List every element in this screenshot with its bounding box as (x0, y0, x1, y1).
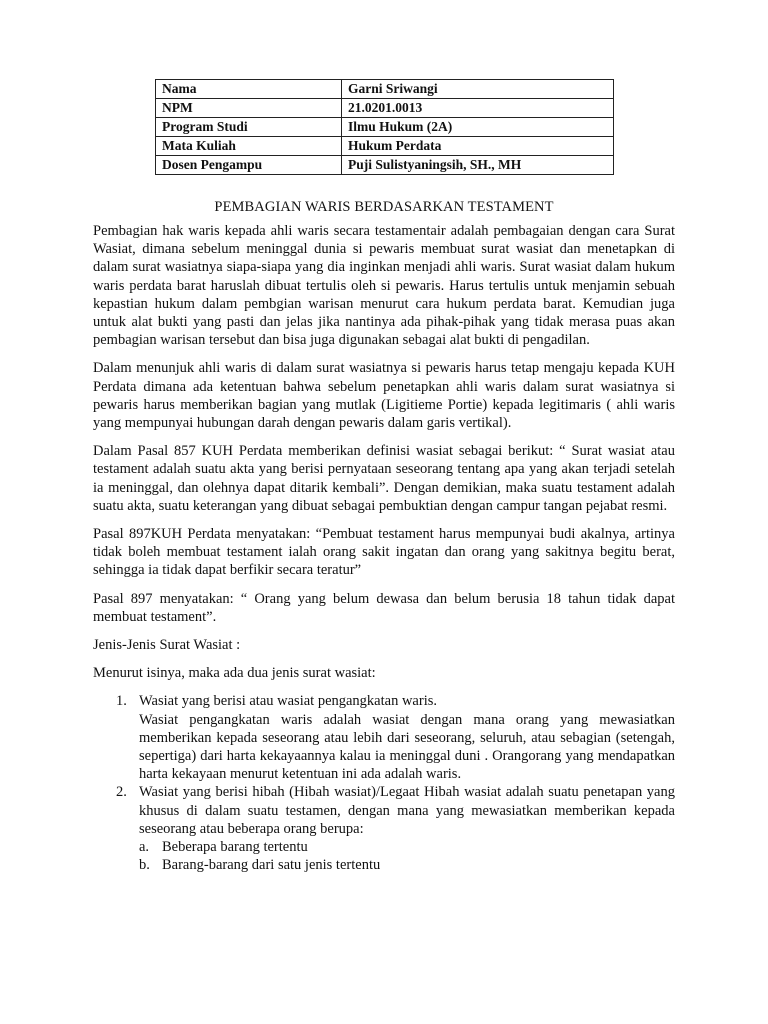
sub-list-text: Beberapa barang tertentu (162, 839, 308, 856)
info-value: Puji Sulistyaningsih, SH., MH (342, 156, 614, 175)
sub-list-item (139, 856, 675, 874)
student-info-table (155, 79, 614, 175)
list-item-heading: Wasiat yang berisi hibah (Hibah wasiat)/Legaat Hibah wasiat adalah suatu penetapan yang khusus di dalam suatu testamen, dengan mana yang mewasiatkan memberikan kepada seseorang atau beberapa orang berupa: (139, 784, 675, 837)
list-item-heading: Wasiat yang berisi atau wasiat pengangkatan waris. (139, 693, 437, 710)
table-row (156, 80, 614, 99)
will-types-list (93, 692, 675, 874)
table-row (156, 118, 614, 137)
paragraph: Pembagian hak waris kepada ahli waris secara testamentair adalah pembagaian dengan cara Surat Wasiat, dimana sebelum meninggal dunia si pewaris membuat surat wasiat dan menetapkan di dalam surat wasiatnya siapa-siapa yang dia inginkan menjadi ahli waris. Surat wasiat dalam hukum waris perdata barat haruslah dibuat tertulis oleh si pewaris. Harus tertulis untuk menjamin sebuah kepastian hukum dalam pembgian warisan menurut cara hukum perdata barat. Kemudian juga untuk alat bukti yang pasti dan jelas jika nantinya ada pihak-pihak yang tidak merasa puas akan pembagian warisan tersebut dan bisa juga digunakan sebagai alat bukti di pengadilan. (93, 223, 675, 349)
sub-list (139, 838, 675, 874)
table-row (156, 156, 614, 175)
info-label: Program Studi (156, 118, 342, 137)
sub-list-letter: a. (139, 839, 150, 856)
paragraph: Pasal 897KUH Perdata menyatakan: “Pembuat testament harus mempunyai budi akalnya, artinya tidak boleh membuat testament ialah orang sakit ingatan dan orang yang sakitnya begitu berat, sehingga ia tidak dapat berfikir secara teratur” (93, 526, 675, 579)
table-row (156, 137, 614, 156)
list-number: 2. (116, 784, 127, 801)
sub-list-item (139, 838, 675, 856)
list-number: 1. (116, 693, 127, 710)
info-label: Dosen Pengampu (156, 156, 342, 175)
paragraph: Menurut isinya, maka ada dua jenis surat wasiat: (93, 665, 376, 682)
table-row (156, 99, 614, 118)
info-value: Hukum Perdata (342, 137, 614, 156)
info-label: Mata Kuliah (156, 137, 342, 156)
info-value: Garni Sriwangi (342, 80, 614, 99)
sub-list-letter: b. (139, 857, 150, 874)
info-label: Nama (156, 80, 342, 99)
list-item (93, 783, 675, 874)
info-label: NPM (156, 99, 342, 118)
info-value: 21.0201.0013 (342, 99, 614, 118)
list-item-body: Wasiat pengangkatan waris adalah wasiat dengan mana orang yang mewasiatkan memberikan kepada seseorang atau lebih dari seseorang, seluruh, atau sebagian (setengah, sepertiga) dari harta kekayaannya kalau ia meninggal duni . Orangorang yang mendapatkan harta kekayaan menurut ketentuan ini ada adalah waris. (139, 711, 675, 783)
paragraph: Dalam menunjuk ahli waris di dalam surat wasiatnya si pewaris harus tetap mengaju kepada KUH Perdata dimana ada ketentuan bahwa sebelum penetapkan ahli waris dalam surat wasiatnya si pewaris harus memberikan bagian yang mutlak (Ligitieme Portie) kepada legitimaris ( ahli waris yang mempunyai hubungan darah dengan pewaris dalam garis vertikal). (93, 360, 675, 432)
paragraph: Pasal 897 menyatakan: “ Orang yang belum dewasa dan belum berusia 18 tahun tidak dapat membuat testament”. (93, 590, 675, 625)
list-item (93, 692, 675, 783)
info-value: Ilmu Hukum (2A) (342, 118, 614, 137)
section-heading: Jenis-Jenis Surat Wasiat : (93, 637, 241, 654)
document-title: PEMBAGIAN WARIS BERDASARKAN TESTAMENT (214, 199, 554, 215)
sub-list-text: Barang-barang dari satu jenis tertentu (162, 857, 381, 874)
paragraph: Dalam Pasal 857 KUH Perdata memberikan definisi wasiat sebagai berikut: “ Surat wasiat atau testament adalah suatu akta yang berisi pernyataan seseorang tentang apa yang akan terjadi setelah ia meninggal, dan olehnya dapat ditarik kembali”. Dengan demikian, maka suatu testament adalah suatu akta, suatu keterangan yang dibuat sebagai pembuktian dengan campur tangan pejabat resmi. (93, 443, 675, 514)
